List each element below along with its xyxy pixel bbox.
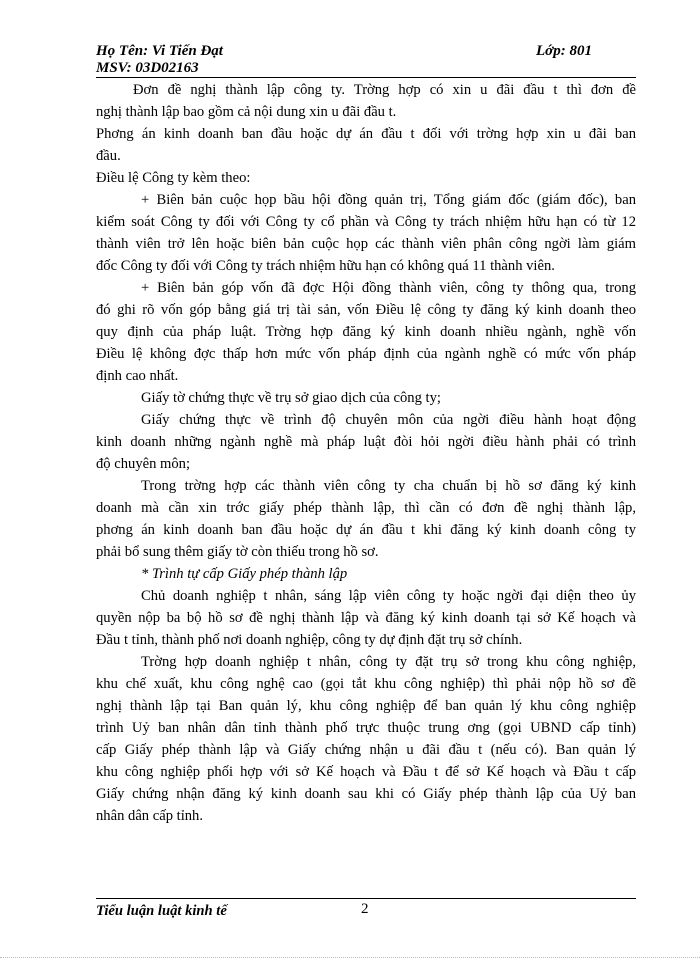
body-line: đó ghi rõ vốn góp bằng giá trị tài sản, vốn Điều lệ công ty đăng ký kinh doanh theo (96, 302, 636, 318)
body-line: Trong trờng hợp các thành viên công ty cha chuẩn bị hồ sơ đăng ký kinh (141, 478, 636, 494)
body-line: doanh mà cần xin trớc giấy phép thành lập, thì cần có đơn đề nghị thành lập, (96, 500, 636, 516)
body-line: Phơng án kinh doanh ban đầu hoặc dự án đầu t đối với trờng hợp xin u đãi ban (96, 126, 636, 142)
body-line: Giấy chứng thực về trình độ chuyên môn của ngời điều hành hoạt động (141, 412, 636, 428)
body-line: Đầu t tỉnh, thành phố nơi doanh nghiệp, công ty dự định đặt trụ sở chính. (96, 632, 523, 648)
body-line: quy định của pháp luật. Trờng hợp đăng ký kinh doanh nhiều ngành, nghề vốn (96, 324, 636, 340)
body-line: + Biên bản cuộc họp bầu hội đồng quản trị, Tổng giám đốc (giám đốc), ban (141, 192, 636, 208)
body-line: nghị thành lập tại Ban quản lý, khu công nghiệp để ban quản lý khu công nghiệp (96, 698, 636, 714)
author-name: Họ Tên: Vi Tiến Đạt (96, 43, 223, 59)
body-line: định cao nhất. (96, 368, 179, 384)
body-line: Điều lệ không đợc thấp hơn mức vốn pháp định của ngành nghề có mức vốn pháp (96, 346, 636, 362)
body-line: kiểm soát Công ty đối với Công ty cổ phần và Công ty trách nhiệm hữu hạn có từ 12 (96, 214, 636, 230)
class-label: Lớp: 801 (536, 43, 592, 59)
body-line: Chủ doanh nghiệp t nhân, sáng lập viên công ty hoặc ngời đại diện theo ủy (141, 588, 636, 604)
body-line: phơng án kinh doanh ban đầu hoặc dự án đầu t khi đăng ký kinh doanh công ty (96, 522, 636, 538)
body-line: trình Uỷ ban nhân dân tỉnh thành phố trực thuộc trung ơng (gọi UBND cấp tỉnh) (96, 720, 636, 736)
body-line: quyền nộp ba bộ hồ sơ đề nghị thành lập và đăng ký kinh doanh tại sở Kế hoạch và (96, 610, 636, 626)
header-rule (96, 77, 636, 78)
body-line: Đơn đề nghị thành lập công ty. Trờng hợp có xin u đãi đầu t thì đơn đề (133, 82, 636, 98)
body-line: nhân dân cấp tỉnh. (96, 808, 203, 824)
student-id: MSV: 03D02163 (96, 60, 199, 76)
body-line: đốc Công ty đối với Công ty trách nhiệm hữu hạn có không quá 11 thành viên. (96, 258, 555, 274)
body-line: khu công nghiệp phối hợp với sở Kế hoạch và Đầu t để sở Kế hoạch và Đầu t cấp (96, 764, 636, 780)
page-bottom-dotted-line (0, 957, 700, 958)
section-heading: * Trình tự cấp Giấy phép thành lập (141, 566, 348, 582)
page-number: 2 (361, 901, 369, 917)
body-line: phải bổ sung thêm giấy tờ còn thiếu trong hồ sơ. (96, 544, 379, 560)
body-line: Điều lệ Công ty kèm theo: (96, 170, 251, 186)
footer-title: Tiểu luận luật kinh tế (96, 903, 227, 919)
body-line: kinh doanh những ngành nghề mà pháp luật đòi hỏi ngời điều hành phải có trình (96, 434, 636, 450)
body-line: + Biên bản góp vốn đã đợc Hội đồng thành viên, công ty thông qua, trong (141, 280, 636, 296)
body-line: Trờng hợp doanh nghiệp t nhân, công ty đặt trụ sở trong khu công nghiệp, (141, 654, 636, 670)
body-line: khu chế xuất, khu công nghệ cao (gọi tắt khu công nghiệp) thì phải nộp hồ sơ đề (96, 676, 636, 692)
body-line: thành viên trở lên hoặc biên bản cuộc họp các thành viên phân công ngời làm giám (96, 236, 636, 252)
body-line: Giấy tờ chứng thực về trụ sở giao dịch của công ty; (141, 390, 441, 406)
footer-rule (96, 898, 636, 899)
body-line: đầu. (96, 148, 121, 164)
body-line: cấp Giấy phép thành lập và Giấy chứng nhận u đãi đầu t (nếu có). Ban quản lý (96, 742, 636, 758)
body-line: Giấy chứng nhận đăng ký kinh doanh sau khi có Giấy phép thành lập của Uỷ ban (96, 786, 636, 802)
body-line: nghị thành lập bao gồm cả nội dung xin u đãi đầu t. (96, 104, 397, 120)
body-line: độ chuyên môn; (96, 456, 191, 472)
